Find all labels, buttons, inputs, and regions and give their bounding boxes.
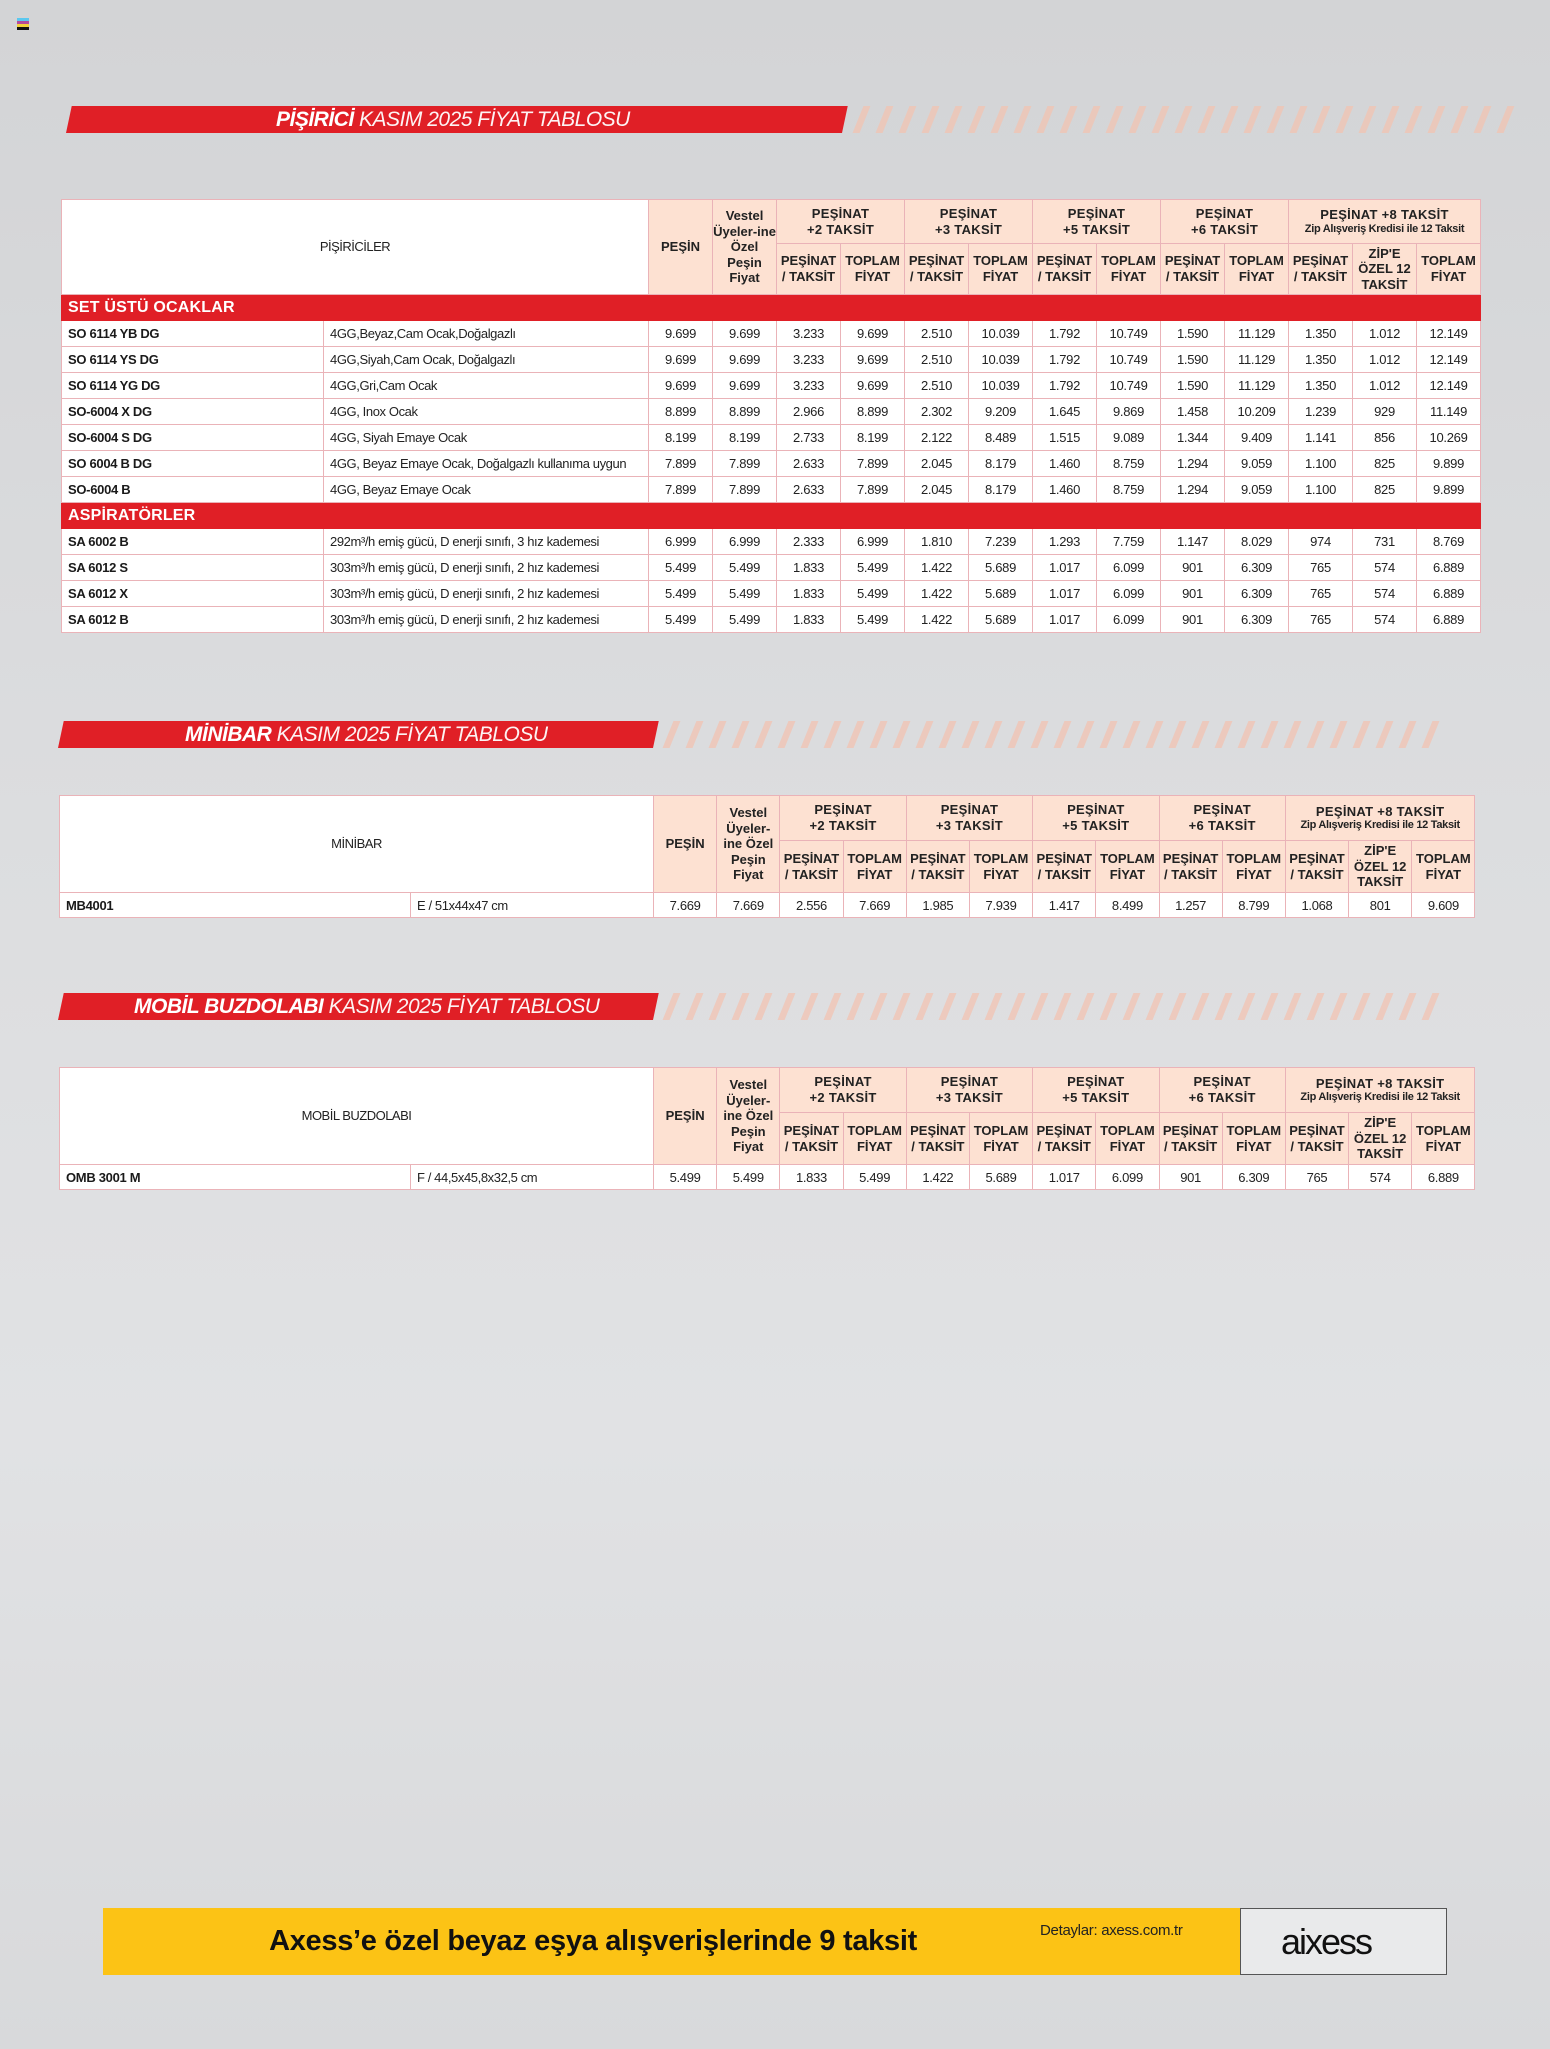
table-row xyxy=(62,477,1481,503)
price-cell: 8.899 xyxy=(649,399,713,425)
price-cell: 7.759 xyxy=(1097,529,1161,555)
model-description: 303m³/h emiş gücü, D enerji sınıfı, 2 hız kademesi xyxy=(324,607,649,633)
model-name: MB4001 xyxy=(60,893,411,918)
mobil-buzdolabi-rows xyxy=(60,1165,1475,1190)
price-cell: 5.499 xyxy=(713,581,777,607)
model-description: 4GG,Beyaz,Cam Ocak,Doğalgazlı xyxy=(324,321,649,347)
model-description: 292m³/h emiş gücü, D enerji sınıfı, 3 hız kademesi xyxy=(324,529,649,555)
price-cell: 2.302 xyxy=(905,399,969,425)
header-group-6-taksit: PEŞİNAT +6 TAKSİT xyxy=(1161,200,1289,244)
price-cell: 3.233 xyxy=(777,347,841,373)
price-cell: 1.350 xyxy=(1289,347,1353,373)
model-name: SA 6012 X xyxy=(62,581,324,607)
price-cell: 11.149 xyxy=(1417,399,1481,425)
price-cell: 6.309 xyxy=(1225,607,1289,633)
decorative-stripes xyxy=(668,993,1450,1020)
header-group-8-taksit-zip: PEŞİNAT +8 TAKSİT Zip Alışveriş Kredisi ile 12 Taksit xyxy=(1285,1068,1475,1113)
model-name: SO-6004 X DG xyxy=(62,399,324,425)
price-cell: 1.417 xyxy=(1033,893,1096,918)
header-group-5-taksit: PEŞİNAT +5 TAKSİT xyxy=(1033,200,1161,244)
subheader-toplam-fiyat: TOPLAM FİYAT xyxy=(1412,841,1475,893)
price-cell: 8.759 xyxy=(1097,477,1161,503)
price-cell: 1.590 xyxy=(1161,347,1225,373)
price-cell: 7.669 xyxy=(717,893,780,918)
price-cell: 1.012 xyxy=(1353,321,1417,347)
group-aspiratorler xyxy=(62,503,1481,633)
price-cell: 1.293 xyxy=(1033,529,1097,555)
model-description: 4GG, Beyaz Emaye Ocak, Doğalgazlı kullanıma uygun xyxy=(324,451,649,477)
table-row xyxy=(62,555,1481,581)
model-name: SA 6002 B xyxy=(62,529,324,555)
price-cell: 1.833 xyxy=(777,607,841,633)
subheader-toplam-fiyat: TOPLAM FİYAT xyxy=(843,841,906,893)
subheader-toplam-fiyat: TOPLAM FİYAT xyxy=(1222,1113,1285,1165)
price-cell: 6.889 xyxy=(1417,607,1481,633)
price-cell: 1.017 xyxy=(1033,581,1097,607)
axess-logo-box xyxy=(1240,1908,1447,1975)
header-group-5-taksit: PEŞİNAT +5 TAKSİT xyxy=(1033,1068,1159,1113)
price-cell: 7.899 xyxy=(841,451,905,477)
price-cell: 7.899 xyxy=(841,477,905,503)
price-cell: 9.699 xyxy=(841,373,905,399)
price-cell: 8.759 xyxy=(1097,451,1161,477)
banner-title: MOBİL BUZDOLABI KASIM 2025 FİYAT TABLOSU xyxy=(134,995,600,1018)
subheader-pesinat-taksit: PEŞİNAT / TAKSİT xyxy=(780,1113,843,1165)
subheader-pesinat-taksit: PEŞİNAT / TAKSİT xyxy=(1159,841,1222,893)
price-cell: 8.199 xyxy=(649,425,713,451)
price-cell: 1.645 xyxy=(1033,399,1097,425)
price-cell: 1.422 xyxy=(906,1165,969,1190)
price-cell: 9.609 xyxy=(1412,893,1475,918)
price-cell: 6.099 xyxy=(1097,555,1161,581)
model-name: SO 6114 YS DG xyxy=(62,347,324,373)
table-title: MOBİL BUZDOLABI xyxy=(60,1068,654,1165)
price-cell: 10.039 xyxy=(969,321,1033,347)
header-group-6-taksit: PEŞİNAT +6 TAKSİT xyxy=(1159,796,1285,841)
price-cell: 8.489 xyxy=(969,425,1033,451)
model-description: 4GG,Gri,Cam Ocak xyxy=(324,373,649,399)
price-cell: 12.149 xyxy=(1417,373,1481,399)
price-cell: 1.460 xyxy=(1033,451,1097,477)
price-cell: 5.499 xyxy=(841,581,905,607)
price-cell: 2.633 xyxy=(777,477,841,503)
price-cell: 6.309 xyxy=(1225,581,1289,607)
price-cell: 901 xyxy=(1161,607,1225,633)
subheader-toplam-fiyat: TOPLAM FİYAT xyxy=(1097,244,1161,295)
price-cell: 2.510 xyxy=(905,373,969,399)
price-cell: 7.899 xyxy=(713,451,777,477)
table-row xyxy=(60,893,1475,918)
header-vestel-price: Vestel Üyeler-ine Özel Peşin Fiyat xyxy=(717,1068,780,1165)
price-cell: 5.499 xyxy=(843,1165,906,1190)
price-cell: 5.499 xyxy=(649,555,713,581)
section-banner-minibar xyxy=(58,721,1458,748)
price-cell: 1.810 xyxy=(905,529,969,555)
price-cell: 9.089 xyxy=(1097,425,1161,451)
price-cell: 765 xyxy=(1289,581,1353,607)
price-cell: 825 xyxy=(1353,451,1417,477)
section-banner-mobil-buzdolabi xyxy=(58,993,1458,1020)
price-cell: 6.099 xyxy=(1097,607,1161,633)
header-pesin: PEŞİN xyxy=(654,796,717,893)
price-table-mobil-buzdolabi xyxy=(59,1067,1475,1190)
price-cell: 1.350 xyxy=(1289,373,1353,399)
price-cell: 11.129 xyxy=(1225,321,1289,347)
header-vestel-price: Vestel Üyeler-ine Özel Peşin Fiyat xyxy=(717,796,780,893)
price-cell: 1.460 xyxy=(1033,477,1097,503)
model-name: SO 6004 B DG xyxy=(62,451,324,477)
price-cell: 5.689 xyxy=(969,581,1033,607)
price-cell: 7.669 xyxy=(843,893,906,918)
price-cell: 2.510 xyxy=(905,321,969,347)
table-row xyxy=(62,321,1481,347)
price-cell: 5.689 xyxy=(969,607,1033,633)
price-cell: 574 xyxy=(1353,555,1417,581)
price-cell: 8.899 xyxy=(841,399,905,425)
header-group-5-taksit: PEŞİNAT +5 TAKSİT xyxy=(1033,796,1159,841)
price-cell: 8.799 xyxy=(1222,893,1285,918)
promo-detail-link[interactable]: Detaylar: axess.com.tr xyxy=(1040,1922,1183,1939)
price-cell: 9.699 xyxy=(649,347,713,373)
model-name: SO-6004 B xyxy=(62,477,324,503)
price-cell: 1.100 xyxy=(1289,451,1353,477)
price-cell: 2.045 xyxy=(905,451,969,477)
price-cell: 1.239 xyxy=(1289,399,1353,425)
price-cell: 2.045 xyxy=(905,477,969,503)
price-cell: 10.749 xyxy=(1097,347,1161,373)
price-cell: 1.792 xyxy=(1033,347,1097,373)
price-cell: 2.966 xyxy=(777,399,841,425)
price-cell: 6.309 xyxy=(1225,555,1289,581)
price-cell: 1.985 xyxy=(906,893,969,918)
price-cell: 8.899 xyxy=(713,399,777,425)
table-row xyxy=(62,347,1481,373)
price-cell: 1.147 xyxy=(1161,529,1225,555)
price-cell: 1.017 xyxy=(1033,1165,1096,1190)
subheader-toplam-fiyat: TOPLAM FİYAT xyxy=(969,841,1032,893)
header-pesin: PEŞİN xyxy=(654,1068,717,1165)
subheader-pesinat-taksit: PEŞİNAT / TAKSİT xyxy=(1159,1113,1222,1165)
price-cell: 8.199 xyxy=(841,425,905,451)
header-vestel-price: Vestel Üyeler-ine Özel Peşin Fiyat xyxy=(713,200,777,295)
price-cell: 7.939 xyxy=(969,893,1032,918)
decorative-stripes xyxy=(668,721,1450,748)
table-row xyxy=(62,451,1481,477)
price-cell: 10.269 xyxy=(1417,425,1481,451)
price-cell: 1.590 xyxy=(1161,373,1225,399)
price-cell: 901 xyxy=(1161,581,1225,607)
subheader-toplam-fiyat: TOPLAM FİYAT xyxy=(969,1113,1032,1165)
price-cell: 9.899 xyxy=(1417,451,1481,477)
table-row xyxy=(62,581,1481,607)
subheader-zip-12-taksit: ZİP'E ÖZEL 12 TAKSİT xyxy=(1349,1113,1412,1165)
price-cell: 1.012 xyxy=(1353,373,1417,399)
price-cell: 11.129 xyxy=(1225,347,1289,373)
price-cell: 9.059 xyxy=(1225,451,1289,477)
minibar-rows xyxy=(60,893,1475,918)
price-cell: 2.333 xyxy=(777,529,841,555)
price-cell: 9.699 xyxy=(649,321,713,347)
subheader-toplam-fiyat: TOPLAM FİYAT xyxy=(969,244,1033,295)
price-cell: 6.999 xyxy=(841,529,905,555)
price-cell: 6.309 xyxy=(1222,1165,1285,1190)
price-cell: 5.499 xyxy=(713,555,777,581)
price-cell: 1.068 xyxy=(1285,893,1348,918)
header-pesin: PEŞİN xyxy=(649,200,713,295)
model-description: 4GG, Beyaz Emaye Ocak xyxy=(324,477,649,503)
subheader-pesinat-taksit: PEŞİNAT / TAKSİT xyxy=(777,244,841,295)
price-cell: 901 xyxy=(1159,1165,1222,1190)
price-cell: 574 xyxy=(1349,1165,1412,1190)
subheader-zip-12-taksit: ZİP'E ÖZEL 12 TAKSİT xyxy=(1349,841,1412,893)
header-group-3-taksit: PEŞİNAT +3 TAKSİT xyxy=(906,1068,1032,1113)
table-row xyxy=(60,1165,1475,1190)
price-cell: 1.458 xyxy=(1161,399,1225,425)
price-cell: 574 xyxy=(1353,607,1417,633)
decorative-stripes xyxy=(858,106,1525,133)
price-cell: 1.422 xyxy=(905,607,969,633)
price-cell: 1.422 xyxy=(905,555,969,581)
price-cell: 5.499 xyxy=(713,607,777,633)
axess-promo-banner[interactable] xyxy=(103,1908,1447,1975)
table-row xyxy=(62,373,1481,399)
model-description: 4GG, Inox Ocak xyxy=(324,399,649,425)
price-cell: 825 xyxy=(1353,477,1417,503)
price-cell: 9.699 xyxy=(841,321,905,347)
price-cell: 1.100 xyxy=(1289,477,1353,503)
price-cell: 8.769 xyxy=(1417,529,1481,555)
price-cell: 2.556 xyxy=(780,893,843,918)
price-cell: 1.515 xyxy=(1033,425,1097,451)
subheader-pesinat-taksit: PEŞİNAT / TAKSİT xyxy=(906,1113,969,1165)
price-cell: 1.833 xyxy=(780,1165,843,1190)
price-cell: 1.590 xyxy=(1161,321,1225,347)
price-cell: 1.017 xyxy=(1033,607,1097,633)
price-cell: 9.869 xyxy=(1097,399,1161,425)
price-cell: 7.899 xyxy=(649,451,713,477)
price-cell: 6.889 xyxy=(1417,555,1481,581)
table-row xyxy=(62,425,1481,451)
price-cell: 10.039 xyxy=(969,347,1033,373)
price-cell: 974 xyxy=(1289,529,1353,555)
subheader-pesinat-taksit: PEŞİNAT / TAKSİT xyxy=(1285,1113,1348,1165)
price-cell: 1.792 xyxy=(1033,321,1097,347)
price-cell: 765 xyxy=(1289,555,1353,581)
price-cell: 1.141 xyxy=(1289,425,1353,451)
price-cell: 6.099 xyxy=(1096,1165,1159,1190)
price-cell: 3.233 xyxy=(777,321,841,347)
banner-title: MİNİBAR KASIM 2025 FİYAT TABLOSU xyxy=(185,723,548,746)
price-cell: 1.344 xyxy=(1161,425,1225,451)
subheader-pesinat-taksit: PEŞİNAT / TAKSİT xyxy=(1289,244,1353,295)
price-cell: 1.294 xyxy=(1161,451,1225,477)
section-header-row xyxy=(62,295,1481,321)
subheader-toplam-fiyat: TOPLAM FİYAT xyxy=(1417,244,1481,295)
model-description: 303m³/h emiş gücü, D enerji sınıfı, 2 hız kademesi xyxy=(324,581,649,607)
table-row xyxy=(62,529,1481,555)
price-cell: 6.999 xyxy=(713,529,777,555)
price-cell: 8.029 xyxy=(1225,529,1289,555)
price-cell: 8.179 xyxy=(969,451,1033,477)
price-cell: 5.499 xyxy=(654,1165,717,1190)
price-cell: 8.199 xyxy=(713,425,777,451)
price-cell: 5.689 xyxy=(969,1165,1032,1190)
subheader-toplam-fiyat: TOPLAM FİYAT xyxy=(841,244,905,295)
subheader-toplam-fiyat: TOPLAM FİYAT xyxy=(1096,841,1159,893)
subheader-pesinat-taksit: PEŞİNAT / TAKSİT xyxy=(1161,244,1225,295)
price-cell: 9.699 xyxy=(841,347,905,373)
price-cell: 2.733 xyxy=(777,425,841,451)
price-cell: 6.999 xyxy=(649,529,713,555)
price-cell: 10.749 xyxy=(1097,373,1161,399)
price-cell: 7.899 xyxy=(713,477,777,503)
model-description: E / 51x44x47 cm xyxy=(411,893,654,918)
price-cell: 731 xyxy=(1353,529,1417,555)
price-cell: 1.833 xyxy=(777,555,841,581)
price-cell: 1.833 xyxy=(777,581,841,607)
price-cell: 765 xyxy=(1285,1165,1348,1190)
group-set-ustu-ocaklar xyxy=(62,295,1481,503)
price-cell: 6.889 xyxy=(1412,1165,1475,1190)
header-group-2-taksit: PEŞİNAT +2 TAKSİT xyxy=(780,1068,906,1113)
header-group-2-taksit: PEŞİNAT +2 TAKSİT xyxy=(777,200,905,244)
price-cell: 2.633 xyxy=(777,451,841,477)
price-cell: 11.129 xyxy=(1225,373,1289,399)
price-table-pisiriciler xyxy=(61,199,1481,633)
model-description: F / 44,5x45,8x32,5 cm xyxy=(411,1165,654,1190)
price-table-minibar xyxy=(59,795,1475,918)
section-banner-pisirici xyxy=(66,106,1506,133)
subheader-pesinat-taksit: PEŞİNAT / TAKSİT xyxy=(1033,244,1097,295)
price-cell: 765 xyxy=(1289,607,1353,633)
price-cell: 7.239 xyxy=(969,529,1033,555)
price-cell: 10.749 xyxy=(1097,321,1161,347)
price-cell: 5.499 xyxy=(649,581,713,607)
price-cell: 1.257 xyxy=(1159,893,1222,918)
price-cell: 5.689 xyxy=(969,555,1033,581)
price-cell: 5.499 xyxy=(841,607,905,633)
price-cell: 2.510 xyxy=(905,347,969,373)
price-cell: 1.350 xyxy=(1289,321,1353,347)
section-header-row xyxy=(62,503,1481,529)
price-cell: 12.149 xyxy=(1417,321,1481,347)
banner-title: PİŞİRİCİ KASIM 2025 FİYAT TABLOSU xyxy=(276,108,630,131)
header-group-3-taksit: PEŞİNAT +3 TAKSİT xyxy=(906,796,1032,841)
price-cell: 10.039 xyxy=(969,373,1033,399)
price-cell: 7.899 xyxy=(649,477,713,503)
price-cell: 801 xyxy=(1349,893,1412,918)
price-cell: 1.294 xyxy=(1161,477,1225,503)
model-name: SA 6012 B xyxy=(62,607,324,633)
price-cell: 6.889 xyxy=(1417,581,1481,607)
model-name: SO-6004 S DG xyxy=(62,425,324,451)
table-title: PİŞİRİCİLER xyxy=(62,200,649,295)
promo-message: Axess’e özel beyaz eşya alışverişlerinde 9 taksit xyxy=(269,1925,917,1957)
axess-logo: aixess xyxy=(1280,1920,1372,1962)
header-group-3-taksit: PEŞİNAT +3 TAKSİT xyxy=(905,200,1033,244)
price-cell: 5.499 xyxy=(717,1165,780,1190)
subheader-pesinat-taksit: PEŞİNAT / TAKSİT xyxy=(1033,1113,1096,1165)
subheader-zip-12-taksit: ZİP'E ÖZEL 12 TAKSİT xyxy=(1353,244,1417,295)
table-row xyxy=(62,607,1481,633)
header-group-2-taksit: PEŞİNAT +2 TAKSİT xyxy=(780,796,906,841)
price-cell: 856 xyxy=(1353,425,1417,451)
header-group-8-taksit-zip: PEŞİNAT +8 TAKSİT Zip Alışveriş Kredisi ile 12 Taksit xyxy=(1285,796,1475,841)
price-cell: 7.669 xyxy=(654,893,717,918)
price-cell: 9.409 xyxy=(1225,425,1289,451)
price-cell: 5.499 xyxy=(841,555,905,581)
section-header-label: SET ÜSTÜ OCAKLAR xyxy=(62,295,1481,321)
price-cell: 12.149 xyxy=(1417,347,1481,373)
subheader-toplam-fiyat: TOPLAM FİYAT xyxy=(1225,244,1289,295)
price-cell: 574 xyxy=(1353,581,1417,607)
price-cell: 1.422 xyxy=(905,581,969,607)
subheader-toplam-fiyat: TOPLAM FİYAT xyxy=(1222,841,1285,893)
price-cell: 5.499 xyxy=(649,607,713,633)
subheader-pesinat-taksit: PEŞİNAT / TAKSİT xyxy=(780,841,843,893)
subheader-pesinat-taksit: PEŞİNAT / TAKSİT xyxy=(905,244,969,295)
subheader-toplam-fiyat: TOPLAM FİYAT xyxy=(843,1113,906,1165)
subheader-toplam-fiyat: TOPLAM FİYAT xyxy=(1096,1113,1159,1165)
print-registration-mark xyxy=(17,18,29,30)
price-cell: 6.099 xyxy=(1097,581,1161,607)
price-cell: 9.699 xyxy=(713,373,777,399)
price-cell: 9.059 xyxy=(1225,477,1289,503)
price-cell: 929 xyxy=(1353,399,1417,425)
subheader-pesinat-taksit: PEŞİNAT / TAKSİT xyxy=(906,841,969,893)
price-cell: 8.179 xyxy=(969,477,1033,503)
price-cell: 9.699 xyxy=(713,347,777,373)
price-cell: 1.012 xyxy=(1353,347,1417,373)
price-cell: 3.233 xyxy=(777,373,841,399)
table-row xyxy=(62,399,1481,425)
section-header-label: ASPİRATÖRLER xyxy=(62,503,1481,529)
subheader-pesinat-taksit: PEŞİNAT / TAKSİT xyxy=(1285,841,1348,893)
model-description: 4GG, Siyah Emaye Ocak xyxy=(324,425,649,451)
price-cell: 2.122 xyxy=(905,425,969,451)
header-group-8-taksit-zip: PEŞİNAT +8 TAKSİT Zip Alışveriş Kredisi ile 12 Taksit xyxy=(1289,200,1481,244)
price-cell: 10.209 xyxy=(1225,399,1289,425)
price-cell: 9.899 xyxy=(1417,477,1481,503)
model-description: 303m³/h emiş gücü, D enerji sınıfı, 2 hız kademesi xyxy=(324,555,649,581)
table-title: MİNİBAR xyxy=(60,796,654,893)
subheader-toplam-fiyat: TOPLAM FİYAT xyxy=(1412,1113,1475,1165)
price-cell: 9.699 xyxy=(713,321,777,347)
model-name: OMB 3001 M xyxy=(60,1165,411,1190)
model-name: SO 6114 YG DG xyxy=(62,373,324,399)
subheader-pesinat-taksit: PEŞİNAT / TAKSİT xyxy=(1033,841,1096,893)
price-cell: 9.699 xyxy=(649,373,713,399)
price-cell: 901 xyxy=(1161,555,1225,581)
price-cell: 1.792 xyxy=(1033,373,1097,399)
price-cell: 8.499 xyxy=(1096,893,1159,918)
header-group-6-taksit: PEŞİNAT +6 TAKSİT xyxy=(1159,1068,1285,1113)
price-cell: 1.017 xyxy=(1033,555,1097,581)
model-name: SO 6114 YB DG xyxy=(62,321,324,347)
price-cell: 9.209 xyxy=(969,399,1033,425)
model-name: SA 6012 S xyxy=(62,555,324,581)
model-description: 4GG,Siyah,Cam Ocak, Doğalgazlı xyxy=(324,347,649,373)
